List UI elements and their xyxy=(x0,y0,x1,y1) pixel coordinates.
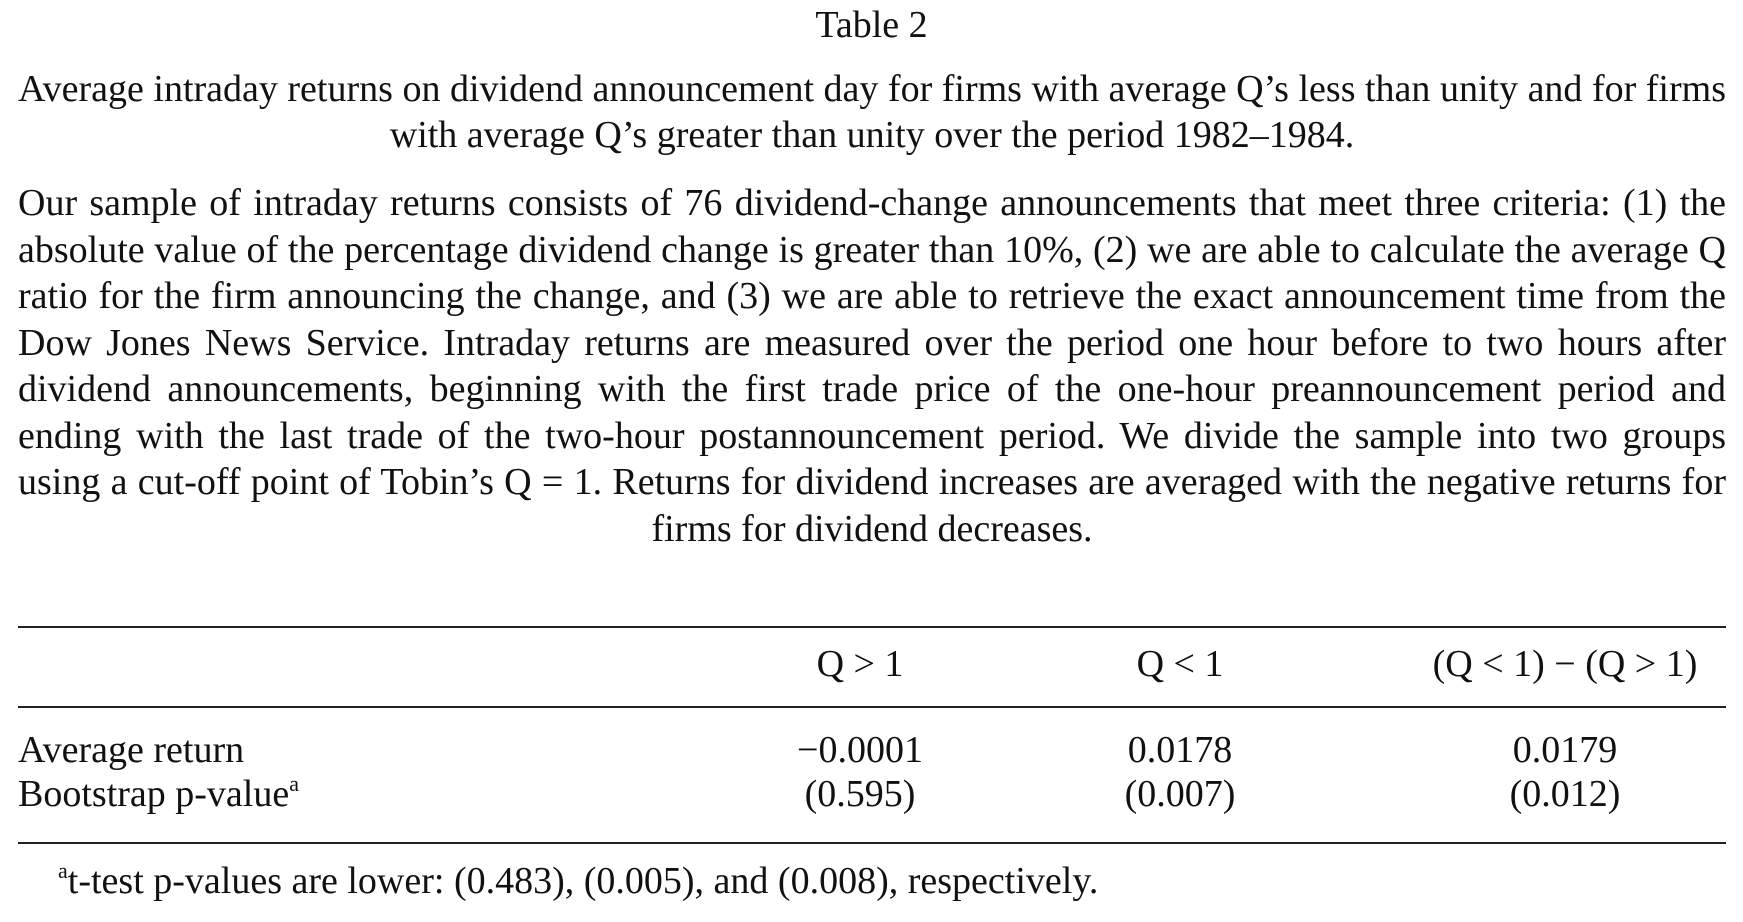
row-label-average-return: Average return xyxy=(18,729,245,771)
footnote-text: t-test p-values are lower: (0.483), (0.005), and (0.008), respectively. xyxy=(67,860,1099,902)
table-footnote xyxy=(58,858,1098,904)
table-note: Our sample of intraday returns consists of 76 dividend-change announcements that meet three criteria: (1) the absolute value of the percentage dividend change is greater than 10%, (2) we are able to calculate the average Q ratio for the firm announcing the change, and (3) we are able to retrieve the exact announcement time from the Dow Jones News Service. Intraday returns are measured over the period one hour before to two hours after dividend announcements, beginning with the first trade price of the one-hour preannouncement period and ending with the last trade of the two-hour postannouncement period. We divide the sample into two groups using a cut-off point of Tobin’s Q = 1. Returns for dividend increases are averaged with the negative returns for firms for dividend decreases. xyxy=(18,182,1726,550)
footnote-marker-a: a xyxy=(289,771,299,796)
footnote-marker: a xyxy=(58,858,68,883)
cell-average-return-q-less-1: 0.0178 xyxy=(1127,729,1233,771)
cell-bootstrap-q-less-1: (0.007) xyxy=(1124,773,1236,815)
column-header-difference: (Q < 1) − (Q > 1) xyxy=(1432,643,1698,685)
table-header-rule xyxy=(18,706,1726,708)
table-caption: Average intraday returns on dividend announcement day for firms with average Q’s less than unity and for firms with average Q’s greater than unity over the period 1982–1984. xyxy=(18,68,1726,156)
row-label-bootstrap-p-value xyxy=(18,772,299,816)
column-header-q-greater-1: Q > 1 xyxy=(816,643,904,685)
row-label-bootstrap-text: Bootstrap p-value xyxy=(18,773,290,815)
column-header-q-less-1: Q < 1 xyxy=(1136,643,1224,685)
table-bottom-rule xyxy=(18,842,1726,844)
table-top-rule xyxy=(18,626,1726,628)
table-title: Table 2 xyxy=(815,4,928,46)
cell-bootstrap-q-greater-1: (0.595) xyxy=(804,773,916,815)
cell-average-return-difference: 0.0179 xyxy=(1512,729,1618,771)
cell-bootstrap-difference: (0.012) xyxy=(1509,773,1621,815)
cell-average-return-q-greater-1: −0.0001 xyxy=(797,729,923,771)
